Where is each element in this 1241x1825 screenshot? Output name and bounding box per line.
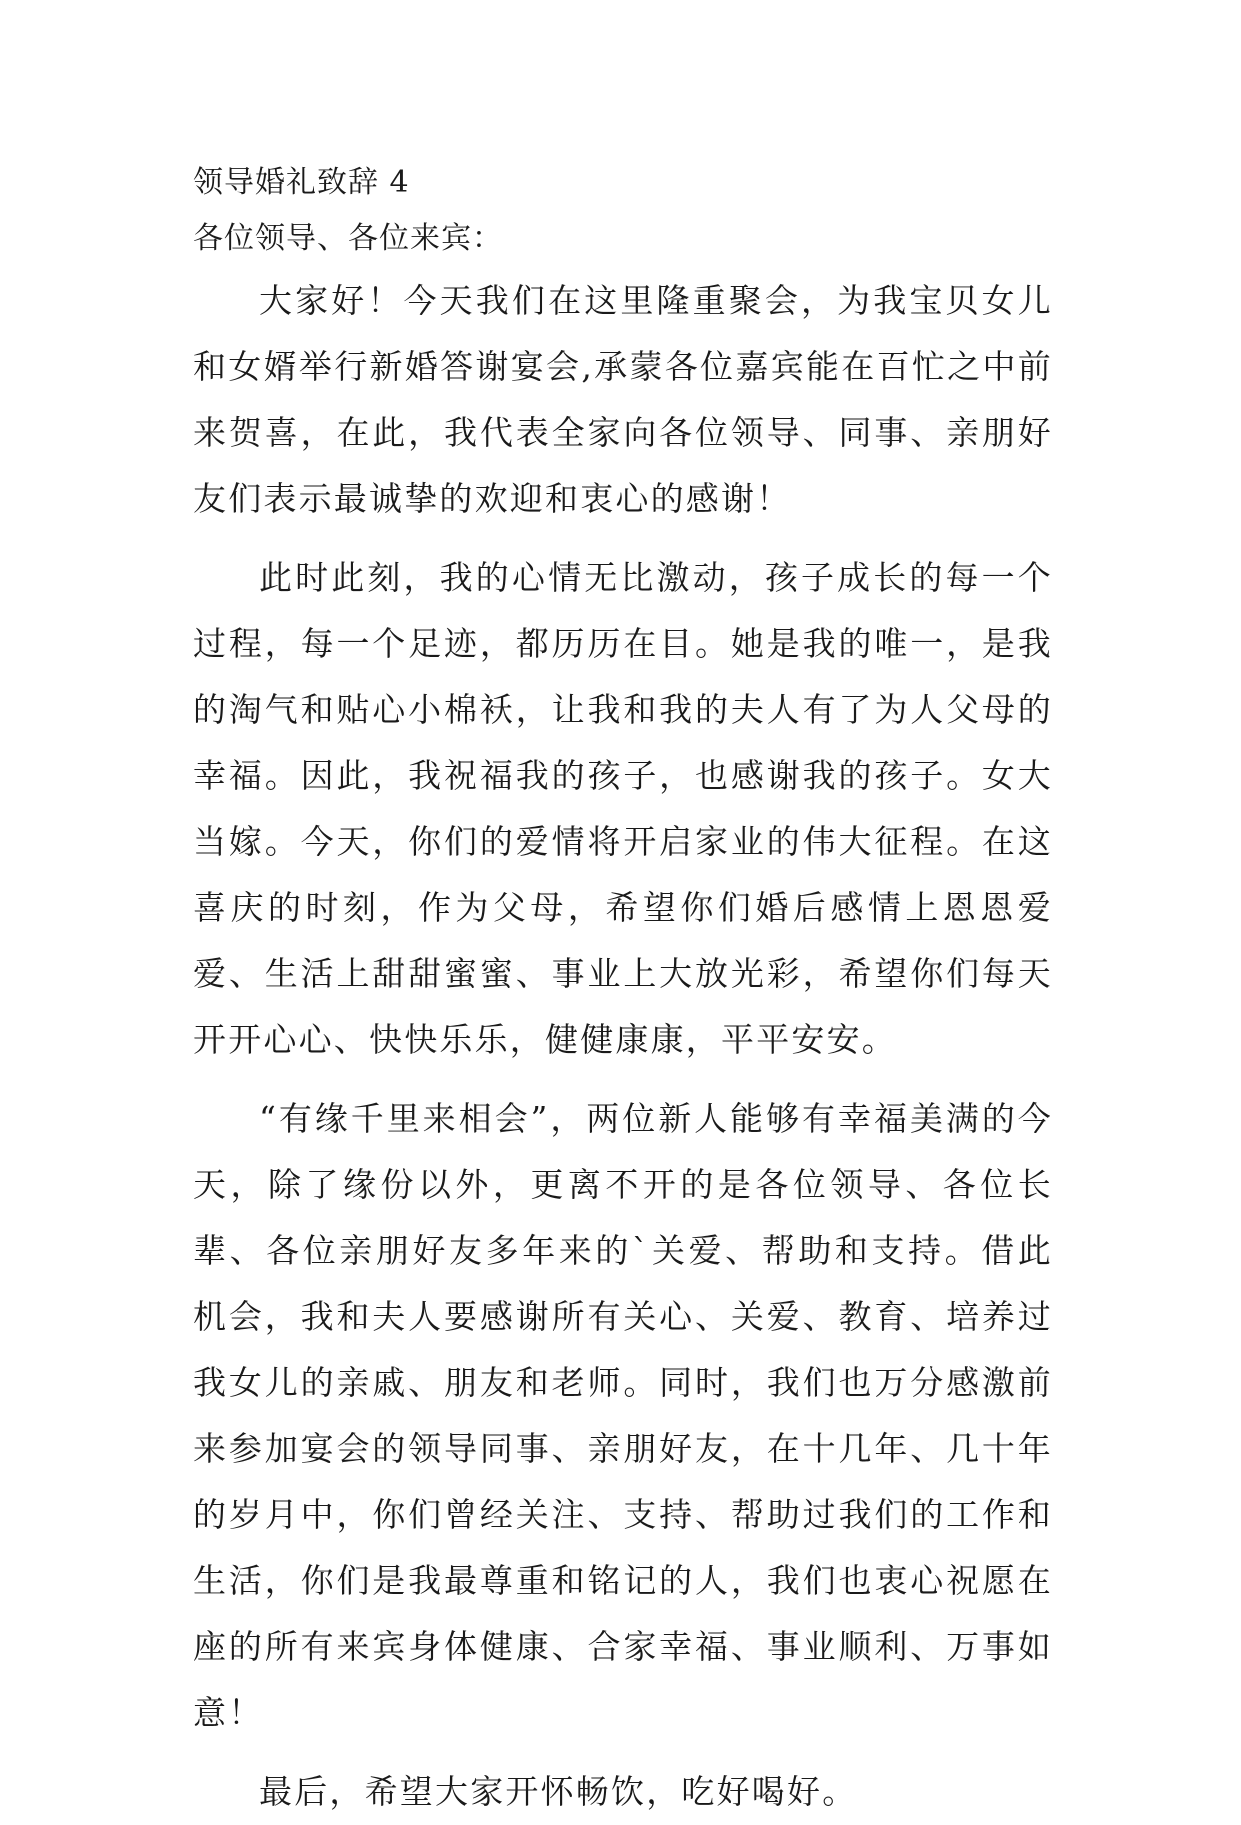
paragraph-emotion: 此时此刻，我的心情无比激动，孩子成长的每一个过程，每一个足迹，都历历在目。她是我的唯一，是我的淘气和贴心小棉袄，让我和我的夫人有了为人父母的幸福。因此，我祝福我的孩子，也感谢我的孩子。女大当嫁。今天，你们的爱情将开启家业的伟大征程。在这喜庆的时刻，作为父母，希望你们婚后感情上恩恩爱爱、生活上甜甜蜜蜜、事业上大放光彩，希望你们每天开开心心、快快乐乐，健健康康，平平安安。 (193, 558, 1053, 1059)
paragraph-closing: 最后，希望大家开怀畅饮，吃好喝好。 (259, 1772, 858, 1811)
paragraph-greeting: 大家好！今天我们在这里隆重聚会，为我宝贝女儿和女婿举行新婚答谢宴会,承蒙各位嘉宾能在百忙之中前来贺喜，在此，我代表全家向各位领导、同事、亲朋好友们表示最诚挚的欢迎和衷心的感谢！ (193, 281, 1053, 518)
salutation: 各位领导、各位来宾： (193, 221, 503, 256)
document-page (193, 158, 1053, 1825)
paragraph-thanks: “有缘千里来相会”，两位新人能够有幸福美满的今天，除了缘份以外，更离不开的是各位领导、各位长辈、各位亲朋好友多年来的`关爱、帮助和支持。借此机会，我和夫人要感谢所有关心、关爱、教育、培养过我女儿的亲戚、朋友和老师。同时，我们也万分感激前来参加宴会的领导同事、亲朋好友，在十几年、几十年的岁月中，你们曾经关注、支持、帮助过我们的工作和生活，你们是我最尊重和铭记的人，我们也衷心祝愿在座的所有来宾身体健康、合家幸福、事业顺利、万事如意！ (193, 1099, 1053, 1732)
document-title: 领导婚礼致辞 4 (193, 165, 410, 200)
